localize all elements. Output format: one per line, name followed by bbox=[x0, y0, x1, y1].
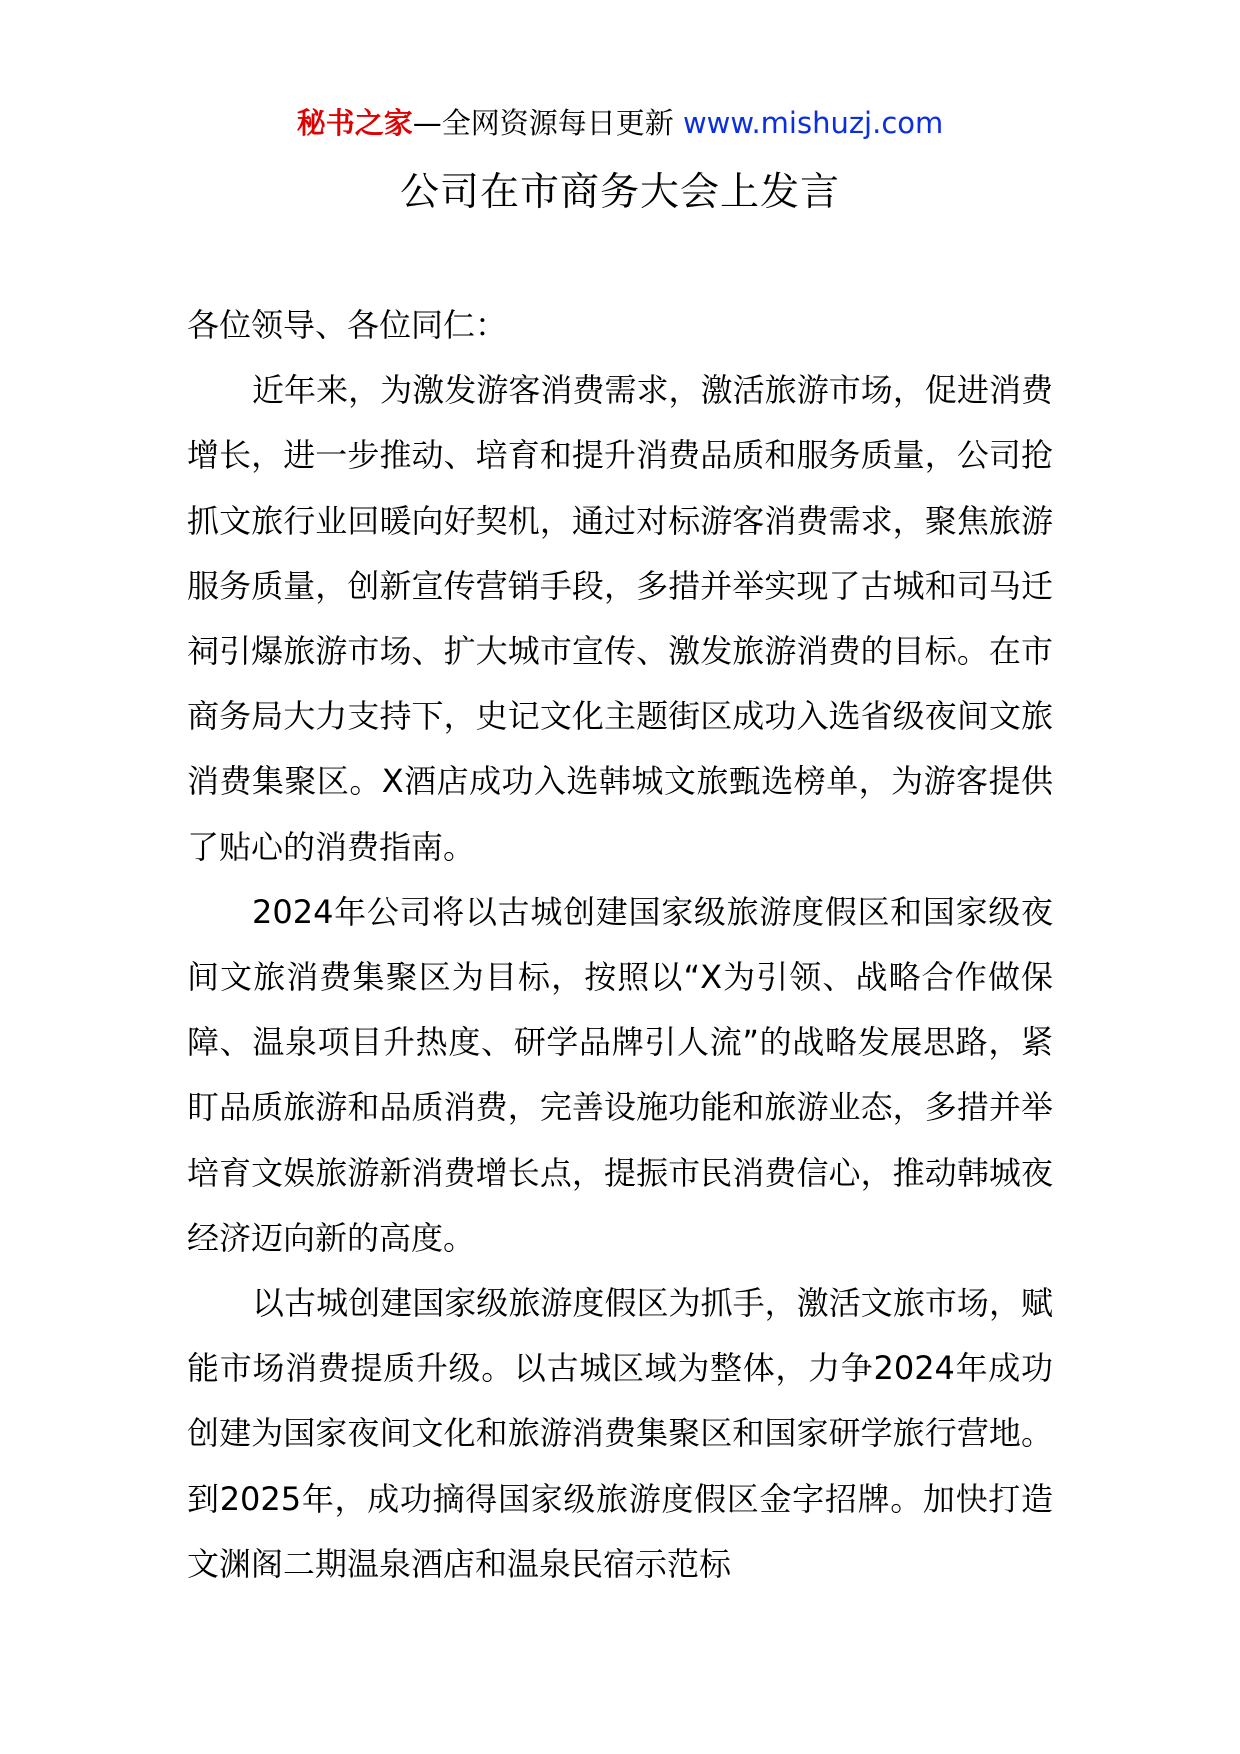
site-url-link[interactable]: www.mishuzj.com bbox=[682, 106, 944, 140]
document-body bbox=[187, 293, 1053, 1597]
site-header bbox=[0, 103, 1240, 143]
document-title: 公司在市商务大会上发言 bbox=[399, 170, 840, 215]
header-tagline: —全网资源每日更新 bbox=[412, 106, 683, 140]
paragraph: 近年来，为激发游客消费需求，激活旅游市场，促进消费增长，进一步推动、培育和提升消费品质和服务质量，公司抢抓文旅行业回暖向好契机，通过对标游客消费需求，聚焦旅游服务质量，创新宣传营销手段，多措并举实现了古城和司马迁祠引爆旅游市场、扩大城市宣传、激发旅游消费的目标。在市商务局大力支持下，史记文化主题街区成功入选省级夜间文旅消费集聚区。X酒店成功入选韩城文旅甄选榜单，为游客提供了贴心的消费指南。 bbox=[187, 371, 1053, 866]
paragraph: 以古城创建国家级旅游度假区为抓手，激活文旅市场，赋能市场消费提质升级。以古城区域为整体，力争2024年成功创建为国家夜间文化和旅游消费集聚区和国家研学旅行营地。到2025年，成功摘得国家级旅游度假区金字招牌。加快打造文渊阁二期温泉酒店和温泉民宿示范标 bbox=[187, 1284, 1053, 1583]
brand-name: 秘书之家 bbox=[296, 106, 413, 140]
paragraph: 2024年公司将以古城创建国家级旅游度假区和国家级夜间文旅消费集聚区为目标，按照以“X为引领、战略合作做保障、温泉项目升热度、研学品牌引人流”的战略发展思路，紧盯品质旅游和品质消费，完善设施功能和旅游业态，多措并举培育文娱旅游新消费增长点，提振市民消费信心，推动韩城夜经济迈向新的高度。 bbox=[187, 892, 1053, 1257]
salutation: 各位领导、各位同仁： bbox=[187, 306, 508, 344]
